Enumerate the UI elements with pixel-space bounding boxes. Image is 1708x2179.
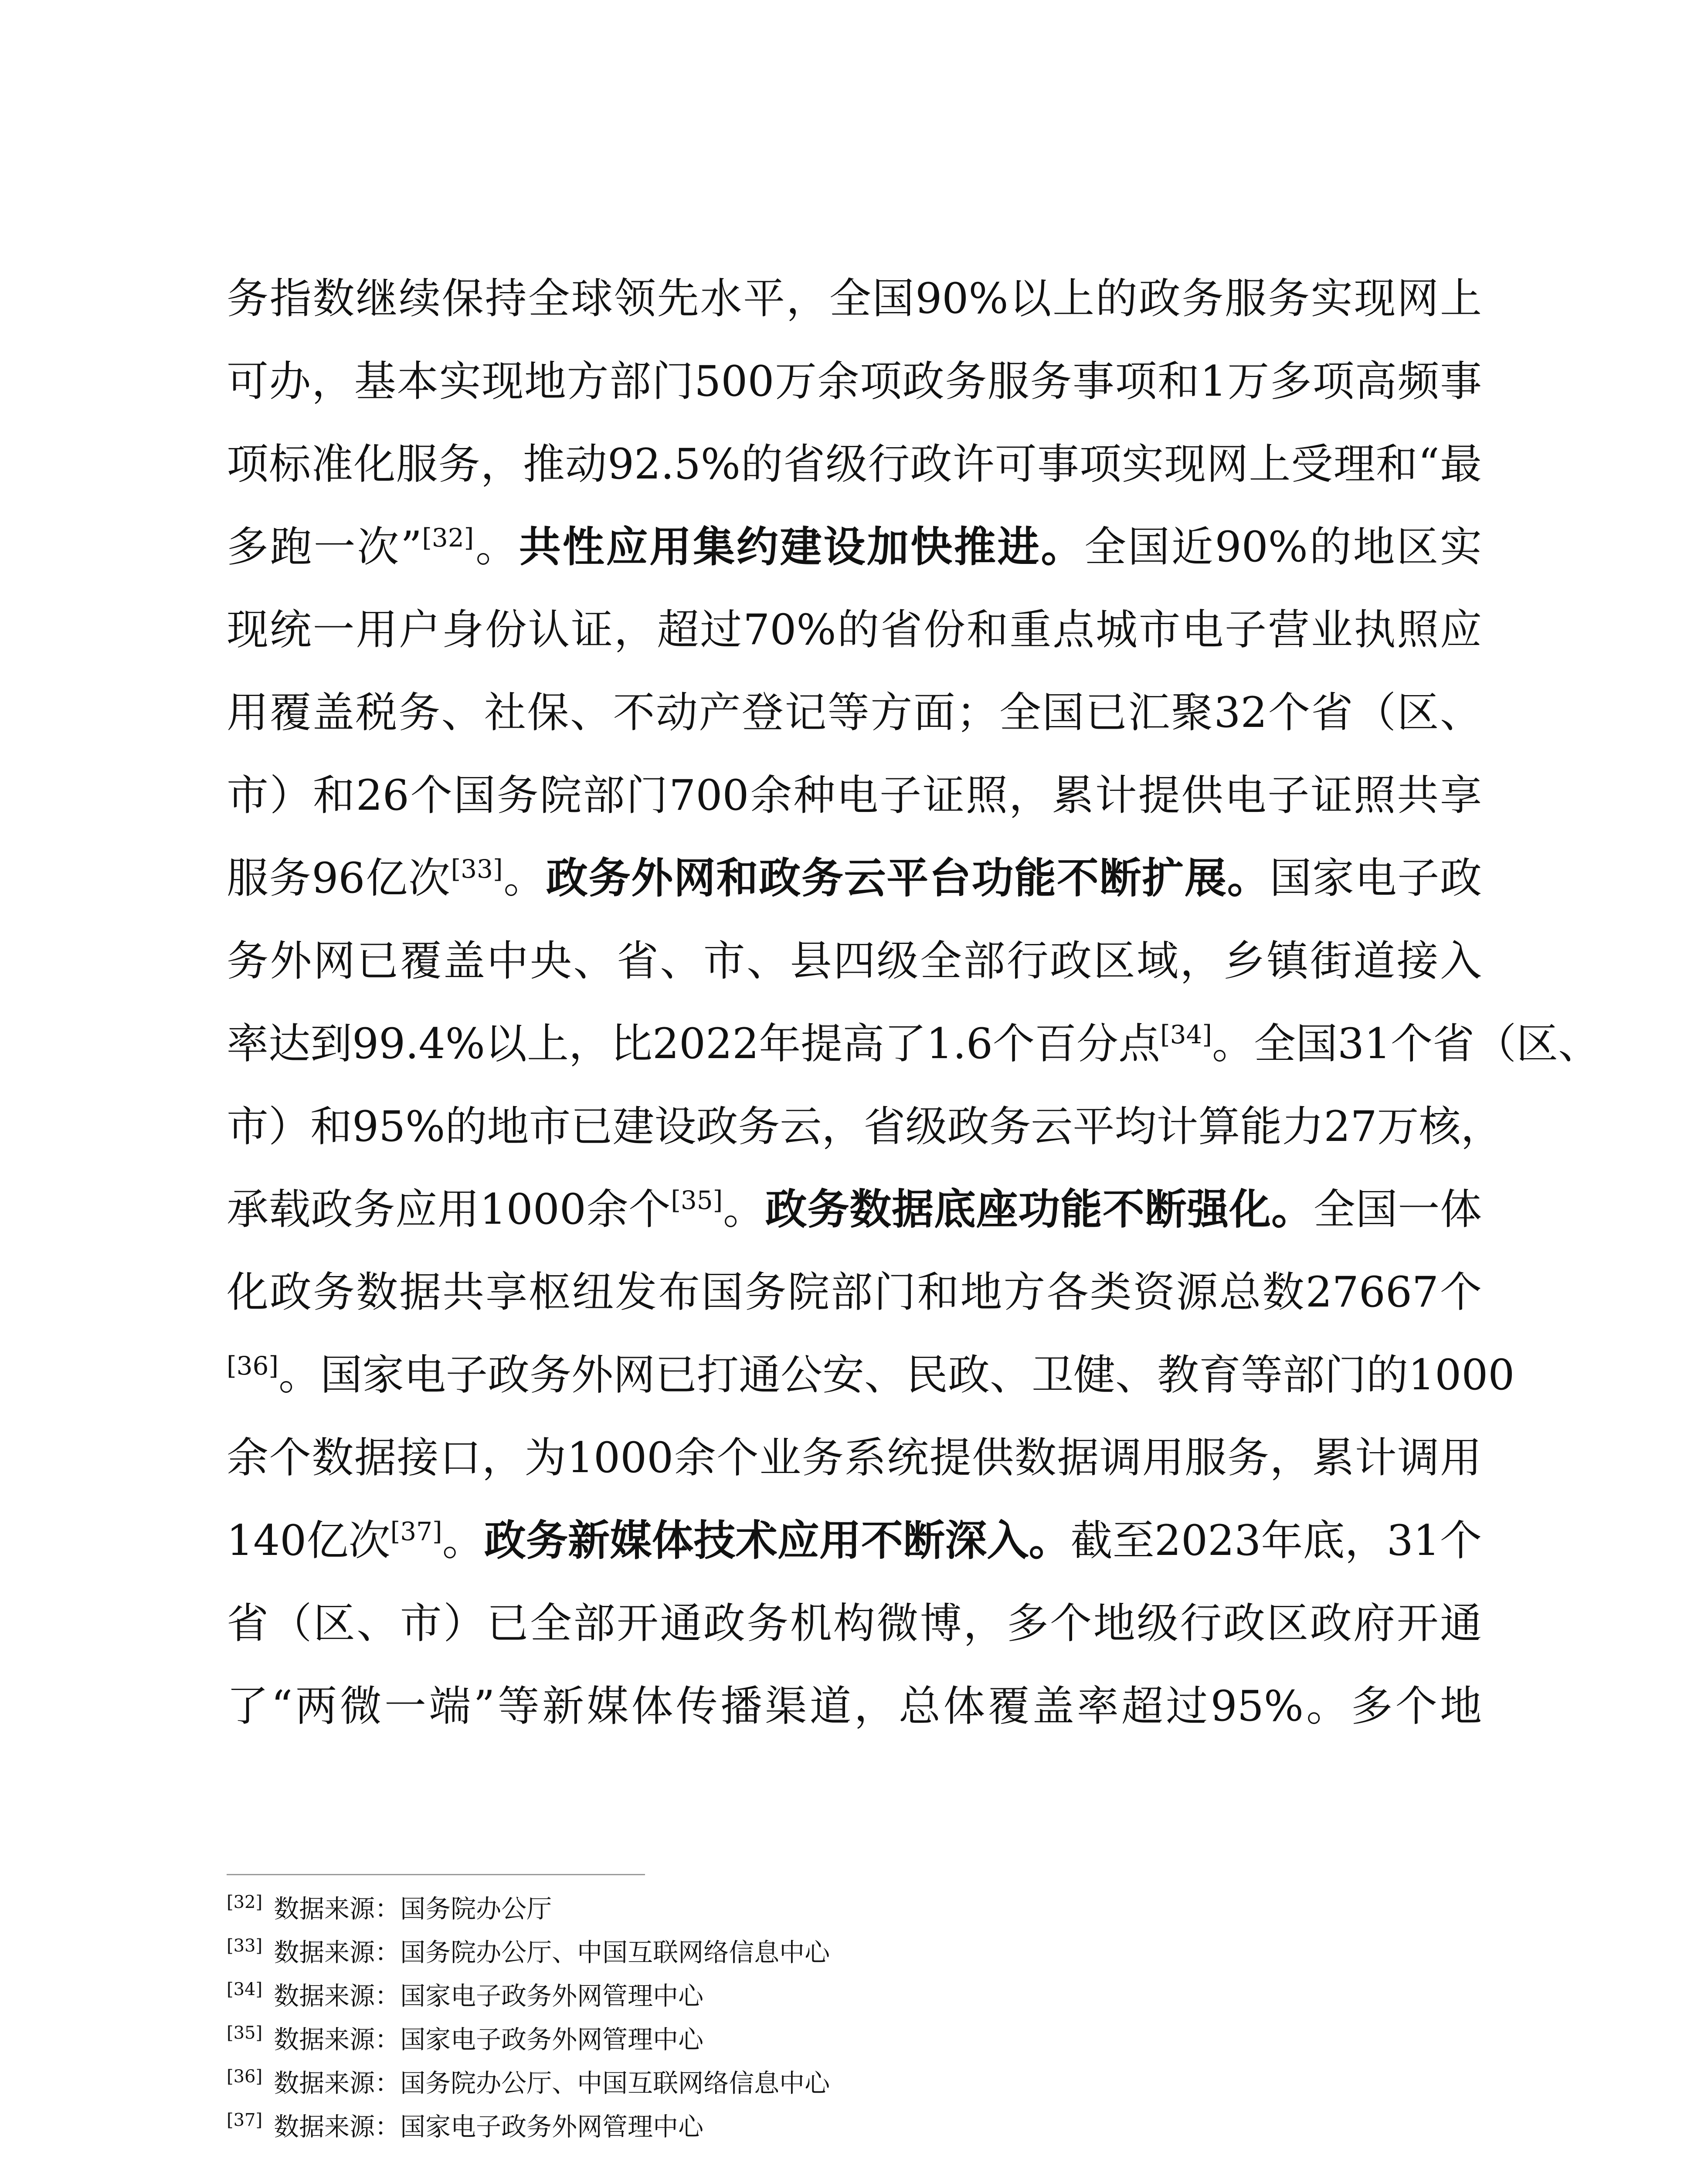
body-line-16: 140亿次[37]。政务新媒体技术应用不断深入。截至2023年底，31个 (227, 1516, 1482, 1565)
body-line-1: 务指数继续保持全球领先水平，全国90%以上的政务服务实现网上 (227, 274, 1482, 323)
footnote-separator (227, 1874, 645, 1875)
body-line-5: 现统一用户身份认证，超过70%的省份和重点城市电子营业执照应 (227, 605, 1482, 654)
body-line-12: 承载政务应用1000余个[35]。政务数据底座功能不断强化。全国一体 (227, 1185, 1482, 1234)
citation-36: [36] (227, 1351, 279, 1381)
footnote-35: [35] 数据来源：国家电子政务外网管理中心 (227, 2023, 704, 2054)
footnote-37: [37] 数据来源：国家电子政务外网管理中心 (227, 2110, 704, 2142)
body-line-9: 务外网已覆盖中央、省、市、县四级全部行政区域，乡镇街道接入 (227, 937, 1482, 985)
body-line-13: 化政务数据共享枢纽发布国务院部门和地方各类资源总数27667个 (227, 1268, 1482, 1317)
body-line-15: 余个数据接口，为1000余个业务系统提供数据调用服务，累计调用 (227, 1433, 1482, 1482)
body-line-18: 了“两微一端”等新媒体传播渠道，总体覆盖率超过95%。多个地 (227, 1682, 1482, 1731)
citation-33: [33] (451, 854, 503, 884)
footnote-36: [36] 数据来源：国务院办公厅、中国互联网络信息中心 (227, 2067, 830, 2098)
bold-heading-extranet-cloud: 政务外网和政务云平台功能不断扩展。 (546, 854, 1270, 903)
body-line-8: 服务96亿次[33]。政务外网和政务云平台功能不断扩展。国家电子政 (227, 854, 1482, 903)
body-line-2: 可办，基本实现地方部门500万余项政务服务事项和1万多项高频事 (227, 357, 1482, 406)
bold-heading-new-media: 政务新媒体技术应用不断深入。 (484, 1516, 1071, 1565)
body-line-7: 市）和26个国务院部门700余种电子证照，累计提供电子证照共享 (227, 771, 1482, 820)
bold-heading-data-base: 政务数据底座功能不断强化。 (765, 1185, 1314, 1234)
body-line-4: 多跑一次”[32]。共性应用集约建设加快推进。全国近90%的地区实 (227, 523, 1482, 571)
citation-34: [34] (1160, 1020, 1212, 1049)
body-line-11: 市）和95%的地市已建设政务云，省级政务云平均计算能力27万核， (227, 1102, 1503, 1151)
body-line-10: 率达到99.4%以上，比2022年提高了1.6个百分点[34]。全国31个省（区、 (227, 1019, 1600, 1068)
body-line-17: 省（区、市）已全部开通政务机构微博，多个地级行政区政府开通 (227, 1599, 1482, 1648)
footnote-33: [33] 数据来源：国务院办公厅、中国互联网络信息中心 (227, 1936, 830, 1967)
citation-37: [37] (390, 1517, 442, 1546)
footnote-34: [34] 数据来源：国家电子政务外网管理中心 (227, 1979, 704, 2011)
citation-32: [32] (422, 523, 474, 553)
bold-heading-shared-apps: 共性应用集约建设加快推进。 (519, 523, 1085, 571)
body-line-3: 项标准化服务，推动92.5%的省级行政许可事项实现网上受理和“最 (227, 440, 1482, 489)
citation-35: [35] (671, 1185, 723, 1215)
body-line-6: 用覆盖税务、社保、不动产登记等方面；全国已汇聚32个省（区、 (227, 688, 1482, 737)
body-line-14: [36]。国家电子政务外网已打通公安、民政、卫健、教育等部门的1000 (227, 1351, 1515, 1399)
footnote-32: [32] 数据来源：国务院办公厅 (227, 1892, 552, 1924)
